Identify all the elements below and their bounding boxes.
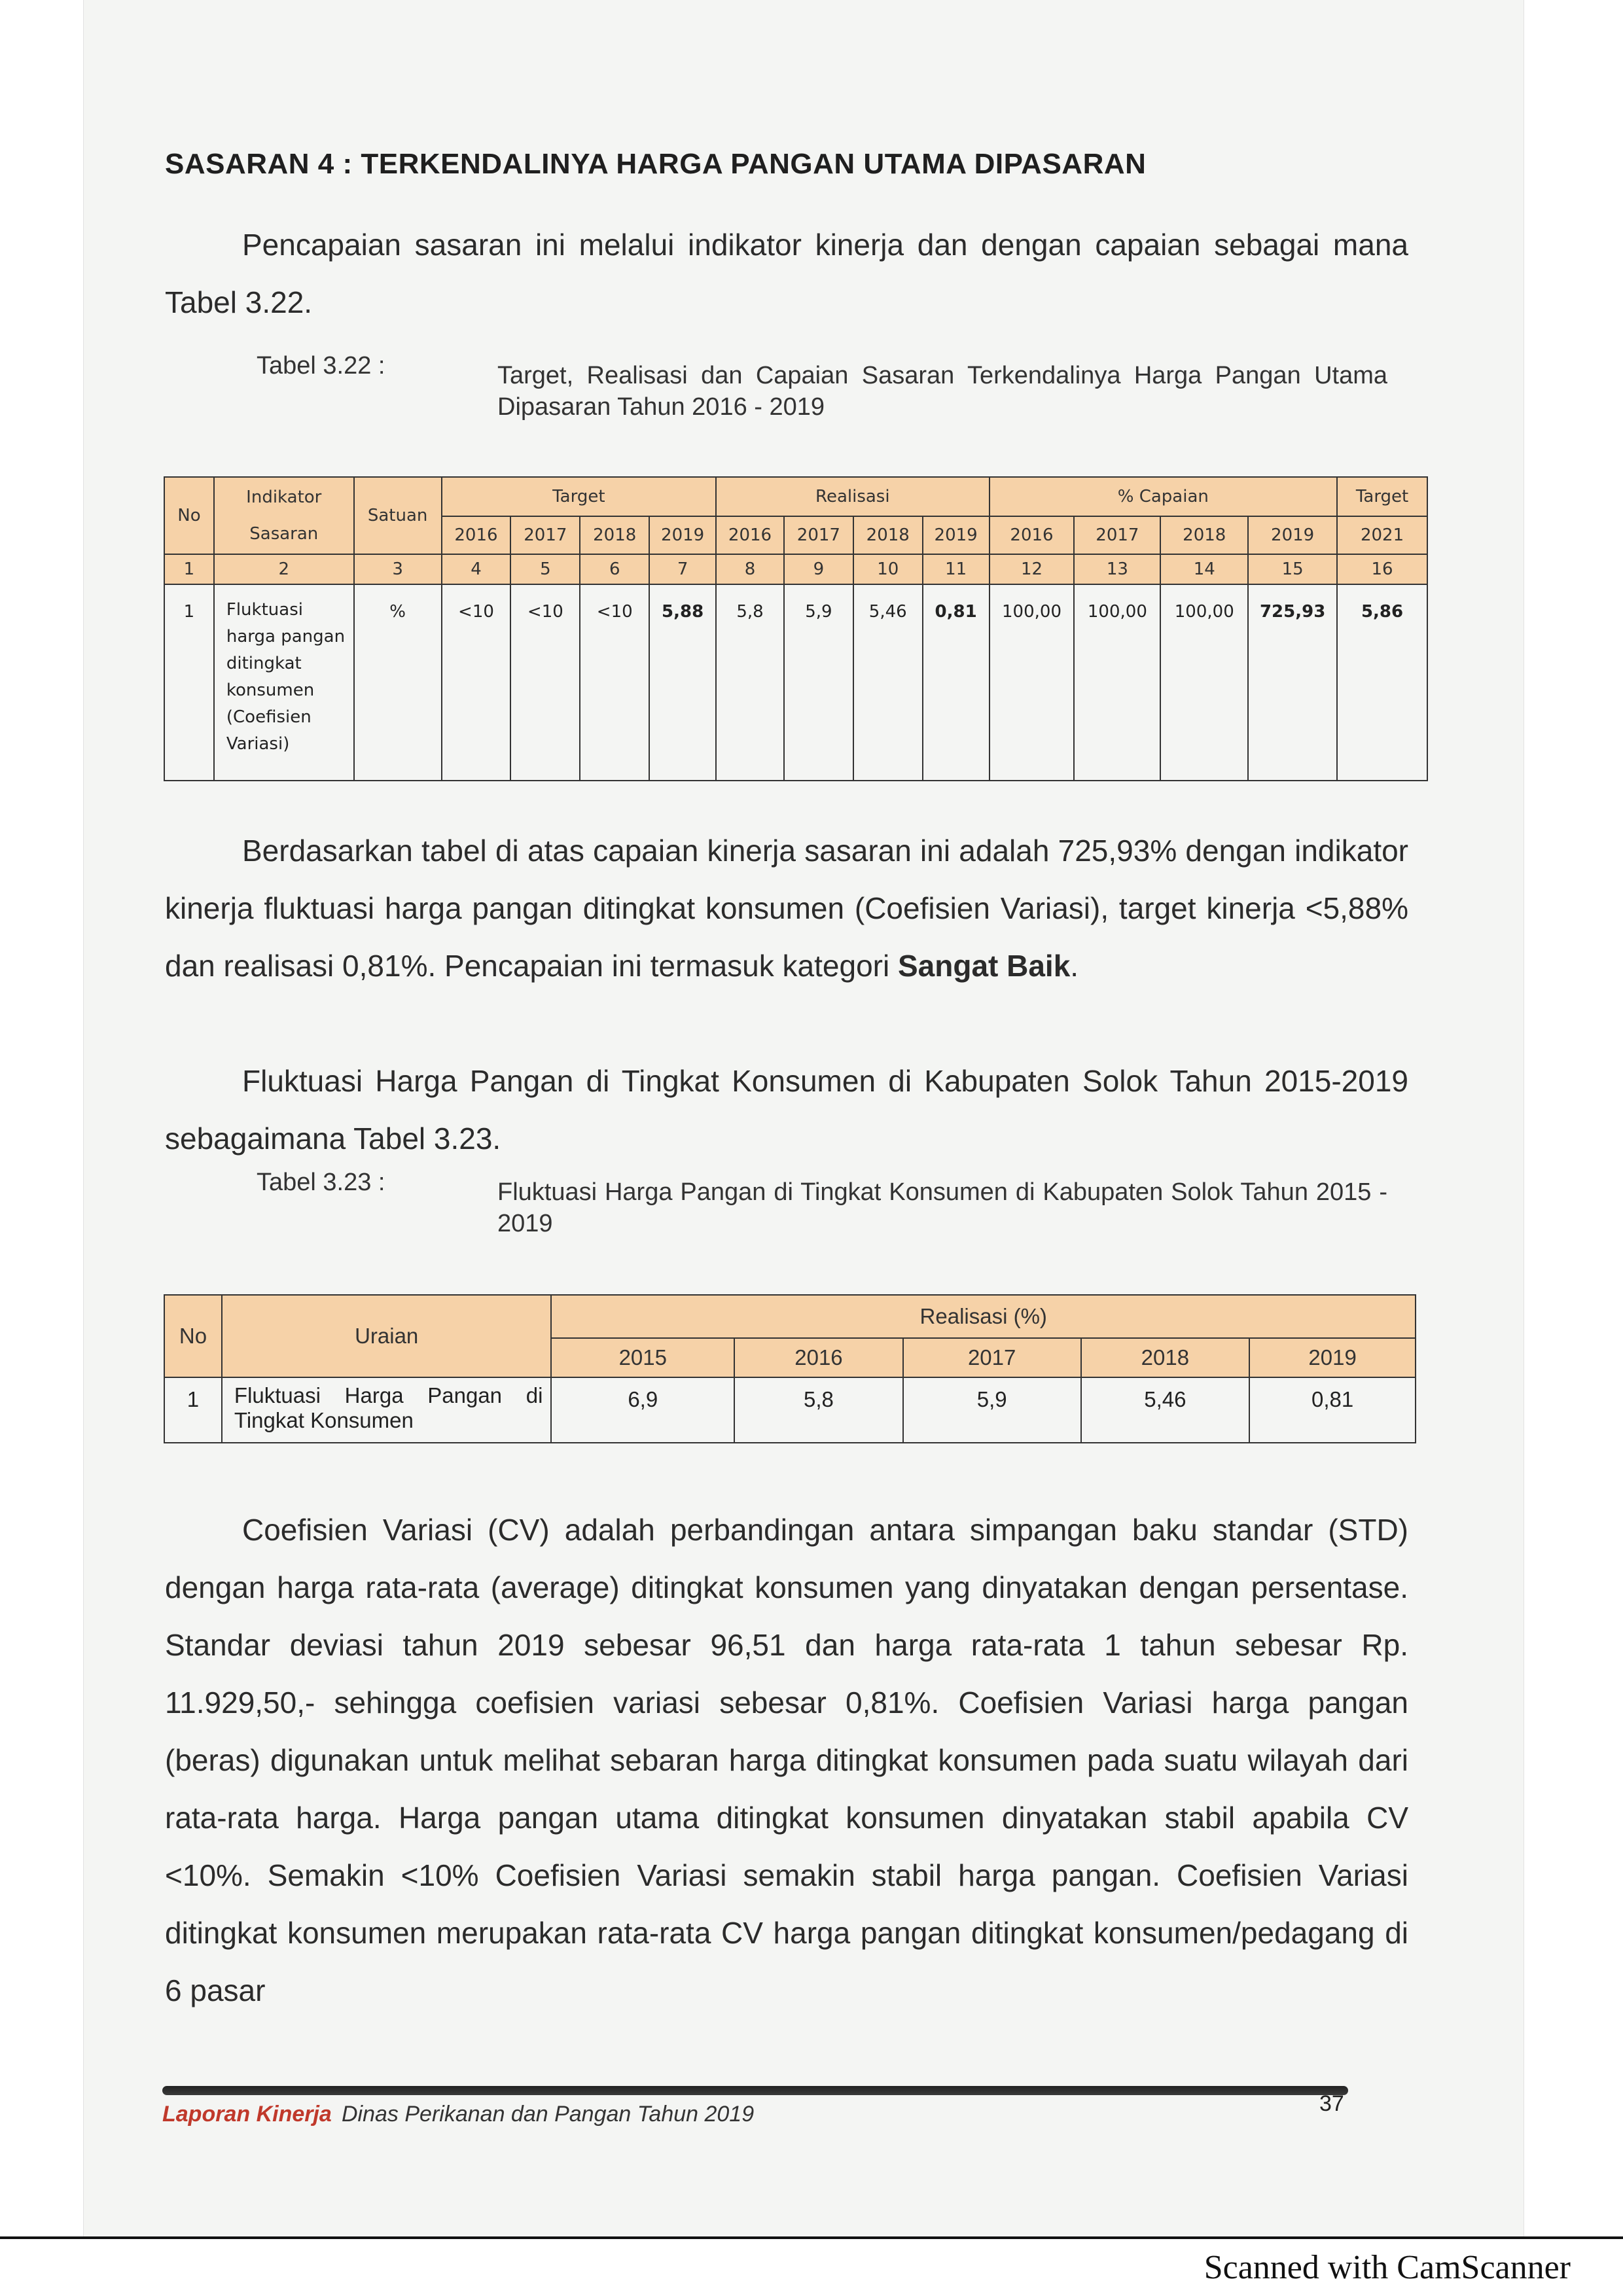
- intro-paragraph: Pencapaian sasaran ini melalui indikator kinerja dan dengan capaian sebagai mana Tabel 3.22.: [165, 228, 1408, 319]
- col-satuan: Satuan: [354, 477, 442, 554]
- column-number: 8: [716, 554, 784, 584]
- scan-edge-line: [0, 2236, 1623, 2239]
- target-2021-value: 5,86: [1337, 584, 1427, 781]
- table1-caption: Target, Realisasi dan Capaian Sasaran Terkendalinya Harga Pangan Utama Dipasaran Tahun 2016 - 2019: [497, 362, 1387, 421]
- column-number: 1: [164, 554, 214, 584]
- footer-agency: Dinas Perikanan dan Pangan Tahun 2019: [342, 2102, 755, 2127]
- row-no: 1: [164, 584, 214, 781]
- target-2017-value: <10: [510, 584, 580, 781]
- col-uraian: Uraian: [222, 1295, 552, 1377]
- year-header: 2017: [1074, 516, 1160, 554]
- year-header: 2016: [990, 516, 1075, 554]
- col-indikator: [214, 477, 354, 554]
- target-2016-value: <10: [442, 584, 511, 781]
- capaian-2018-value: 100,00: [1160, 584, 1248, 781]
- column-number: 7: [649, 554, 716, 584]
- value-2017: 5,9: [903, 1377, 1081, 1443]
- group-realisasi: Realisasi: [716, 477, 990, 516]
- col-indikator-line1: Indikator: [246, 487, 322, 507]
- capaian-2019-value: 725,93: [1248, 584, 1337, 781]
- group-target: Target: [442, 477, 717, 516]
- section-heading: SASARAN 4 : TERKENDALINYA HARGA PANGAN UTAMA DIPASARAN: [165, 148, 1147, 180]
- category-highlight: Sangat Baik: [897, 949, 1071, 983]
- realisasi-2017-value: 5,9: [784, 584, 853, 781]
- footer-report-title: Laporan Kinerja: [162, 2102, 332, 2127]
- column-number: 6: [580, 554, 649, 584]
- page-number: 37: [1319, 2091, 1344, 2116]
- column-number: 5: [510, 554, 580, 584]
- realisasi-2018-value: 5,46: [853, 584, 923, 781]
- group-target-2021: Target: [1337, 477, 1427, 516]
- row-indikator: Fluktuasi harga pangan ditingkat konsumen (Coefisien Variasi): [214, 584, 354, 781]
- table2-label: Tabel 3.23 :: [257, 1169, 385, 1196]
- col-no: No: [164, 477, 214, 554]
- realisasi-2016-value: 5,8: [716, 584, 784, 781]
- year-header: 2018: [580, 516, 649, 554]
- col-no: No: [164, 1295, 222, 1377]
- column-number: 15: [1248, 554, 1337, 584]
- analysis-end: .: [1070, 949, 1079, 983]
- year-header: 2019: [649, 516, 716, 554]
- analysis-paragraph: [165, 822, 1408, 995]
- column-number: 4: [442, 554, 511, 584]
- column-number: 10: [853, 554, 923, 584]
- value-2015: 6,9: [551, 1377, 734, 1443]
- group-capaian: % Capaian: [990, 477, 1338, 516]
- column-number: 2: [214, 554, 354, 584]
- target-2019-value: 5,88: [649, 584, 716, 781]
- year-header: 2015: [551, 1338, 734, 1377]
- column-number: 13: [1074, 554, 1160, 584]
- year-header: 2017: [784, 516, 853, 554]
- year-header: 2016: [734, 1338, 903, 1377]
- value-2016: 5,8: [734, 1377, 903, 1443]
- value-2018: 5,46: [1081, 1377, 1250, 1443]
- group-realisasi-pct: Realisasi (%): [551, 1295, 1416, 1338]
- year-header: 2019: [923, 516, 990, 554]
- year-header: 2019: [1248, 516, 1337, 554]
- year-header: 2018: [1081, 1338, 1250, 1377]
- year-header: 2019: [1249, 1338, 1416, 1377]
- year-header: 2016: [442, 516, 511, 554]
- value-2019: 0,81: [1249, 1377, 1416, 1443]
- year-header: 2021: [1337, 516, 1427, 554]
- target-2018-value: <10: [580, 584, 649, 781]
- column-number: 14: [1160, 554, 1248, 584]
- scanner-watermark: Scanned with CamScanner: [1204, 2249, 1571, 2286]
- fluctuation-intro: Fluktuasi Harga Pangan di Tingkat Konsumen di Kabupaten Solok Tahun 2015-2019 sebagaimana Tabel 3.23.: [165, 1064, 1408, 1156]
- year-header: 2017: [510, 516, 580, 554]
- table-row: [164, 584, 1427, 781]
- column-number: 12: [990, 554, 1075, 584]
- year-header: 2017: [903, 1338, 1081, 1377]
- table1-label: Tabel 3.22 :: [257, 352, 385, 380]
- year-header: 2018: [1160, 516, 1248, 554]
- row-no: 1: [164, 1377, 222, 1443]
- column-number: 3: [354, 554, 442, 584]
- year-header: 2016: [716, 516, 784, 554]
- fluktuasi-table: [164, 1294, 1416, 1443]
- row-uraian: Fluktuasi Harga Pangan di Tingkat Konsumen: [222, 1377, 552, 1443]
- realisasi-2019-value: 0,81: [923, 584, 990, 781]
- table2-caption: Fluktuasi Harga Pangan di Tingkat Konsumen di Kabupaten Solok Tahun 2015 - 2019: [497, 1178, 1387, 1237]
- cv-paragraph: Coefisien Variasi (CV) adalah perbandingan antara simpangan baku standar (STD) dengan harga rata-rata (average) ditingkat konsumen yang dinyatakan dengan persentase. Standar deviasi tahun 2019 sebesar 96,51 dan harga rata-rata 1 tahun sebesar Rp. 11.929,50,- sehingga coefisien variasi sebesar 0,81%. Coefisien Variasi harga pangan (beras) digunakan untuk melihat sebaran harga ditingkat konsumen pada suatu wilayah dari rata-rata harga. Harga pangan utama ditingkat konsumen dinyatakan stabil apabila CV <10%. Semakin <10% Coefisien Variasi semakin stabil harga pangan. Coefisien Variasi ditingkat konsumen merupakan rata-rata CV harga pangan ditingkat konsumen/pedagang di 6 pasar: [165, 1513, 1408, 2007]
- row-satuan: %: [354, 584, 442, 781]
- capaian-2017-value: 100,00: [1074, 584, 1160, 781]
- year-header: 2018: [853, 516, 923, 554]
- analysis-text: Berdasarkan tabel di atas capaian kinerja sasaran ini adalah 725,93% dengan indikator kinerja fluktuasi harga pangan ditingkat konsumen (Coefisien Variasi), target kinerja <5,88% dan realisasi 0,81%. Pencapaian ini termasuk kategori: [165, 834, 1408, 983]
- column-number: 11: [923, 554, 990, 584]
- target-realisasi-table: [164, 476, 1428, 781]
- column-number: 16: [1337, 554, 1427, 584]
- capaian-2016-value: 100,00: [990, 584, 1075, 781]
- column-number: 9: [784, 554, 853, 584]
- table-row: [164, 1377, 1416, 1443]
- footer-rule: [162, 2086, 1348, 2095]
- col-indikator-line2: Sasaran: [249, 524, 319, 544]
